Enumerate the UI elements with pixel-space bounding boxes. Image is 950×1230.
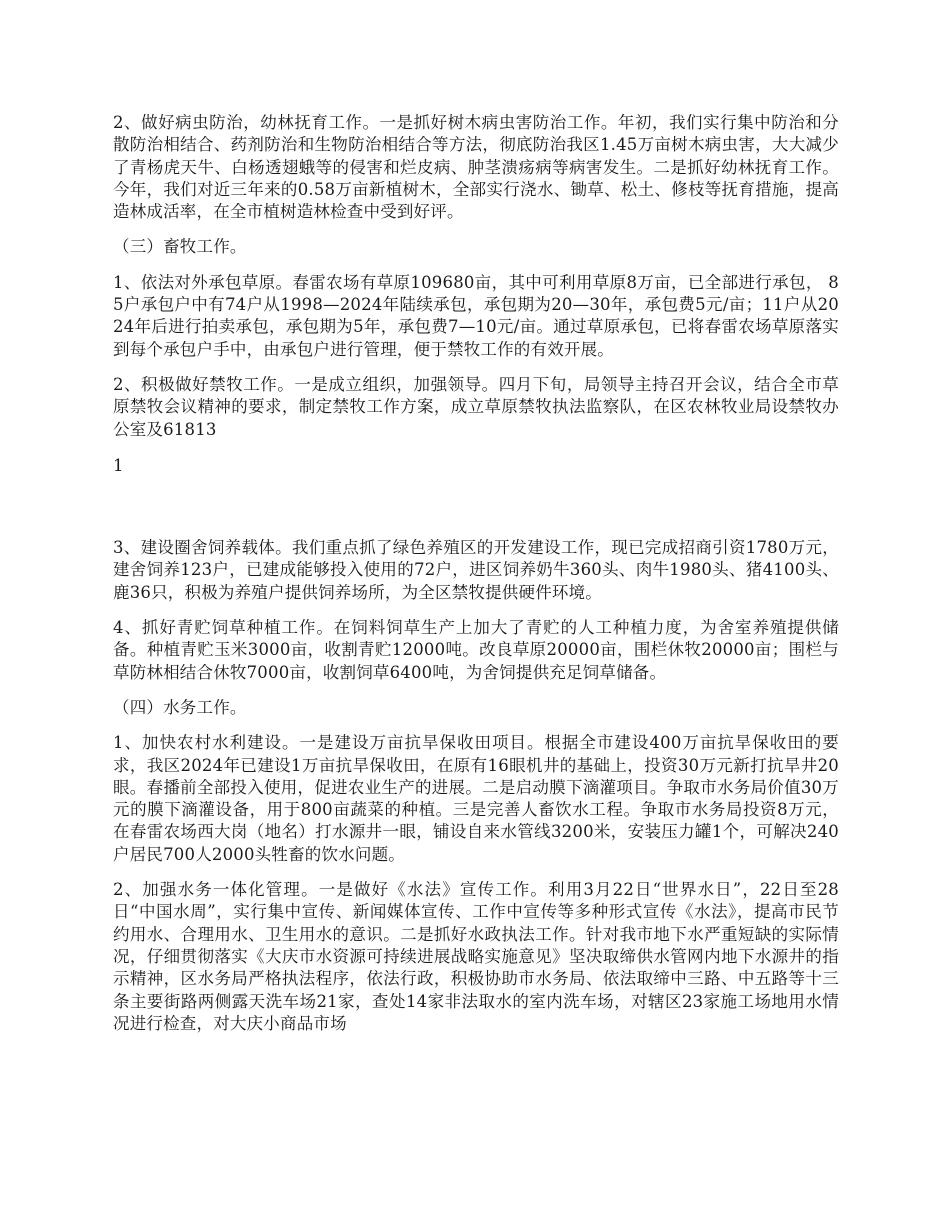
paragraph-barn-feeding: 3、建设圈舍饲养载体。我们重点抓了绿色养殖区的开发建设工作，现已完成招商引资1780万元，建舍饲养123户，已建成能够投入使用的72户，进区饲养奶牛360头、肉牛1980头、猪4100头、鹿36只，积极为养殖户提供饲养场所，为全区禁牧提供硬件环境。 — [113, 538, 839, 602]
paragraph-rural-water: 1、加快农村水利建设。一是建设万亩抗旱保收田项目。根据全市建设400万亩抗旱保收田的要求，我区2024年已建设1万亩抗旱保收田，在原有16眼机井的基础上，投资30万元新打抗旱井20眼。春播前全部投入使用，促进农业生产的进展。二是启动膜下滴灌项目。争取市水务局价值30万元的膜下滴灌设备，用于800亩蔬菜的种植。三是完善人畜饮水工程。争取市水务局投资8万元，在春雷农场西大岗（地名）打水源井一眼，铺设自来水管线3200米，安装压力罐1个，可解决240户居民700人2000头牲畜的饮水问题。 — [113, 733, 839, 864]
page-number: 1 — [113, 455, 124, 475]
paragraph-silage-planting: 4、抓好青贮饲草种植工作。在饲料饲草生产上加大了青贮的人工种植力度，为舍室养殖提供储备。种植青贮玉米3000亩，收割青贮12000吨。改良草原20000亩，围栏休牧20000亩；围栏与草防林相结合休牧7000亩，收割饲草6400吨，为舍饲提供充足饲草储备。 — [113, 618, 839, 682]
paragraph-gap — [113, 684, 839, 697]
page-break — [113, 477, 839, 537]
paragraph-water-management: 2、加强水务一体化管理。一是做好《水法》宣传工作。利用3月22日“世界水日”，22日至28日“中国水周”，实行集中宣传、新闻媒体宣传、工作中宣传等多种形式宣传《水法》，提高市民节约用水、合理用水、卫生用水的意识。二是抓好水政执法工作。针对我市地下水严重短缺的实际情况，仔细贯彻落实《大庆市水资源可持续进展战略实施意见》坚决取缔供水管网内地下水源井的指示精神，区水务局严格执法程序，依法行政，积极协助市水务局、依法取缔中三路、中五路等十三条主要街路两侧露天洗车场21家，查处14家非法取水的室内洗车场，对辖区23家施工场地用水情况进行检查，对大庆小商品市场 — [113, 880, 839, 1033]
paragraph-gap — [113, 866, 839, 879]
paragraph-gap — [113, 361, 839, 374]
paragraph-gap — [113, 441, 839, 455]
section-heading-water: （四）水务工作。 — [113, 697, 247, 717]
paragraph-gap — [113, 604, 839, 617]
paragraph-grassland-contract: 1、依法对外承包草原。春雷农场有草原109680亩，其中可利用草原8万亩，已全部进行承包， 85户承包户中有74户从1998—2024年陆续承包，承包期为20—30年，承包费5元/亩；11户从2024年后进行拍卖承包，承包期为5年，承包费7—10元/亩。通过草原承包，已将春雷农场草原落实到每个承包户手中，由承包户进行管理，便于禁牧工作的有效开展。 — [113, 272, 839, 359]
section-heading-livestock: （三）畜牧工作。 — [113, 237, 247, 257]
paragraph-grazing-ban: 2、积极做好禁牧工作。一是成立组织，加强领导。四月下旬，局领导主持召开会议，结合全市草原禁牧会议精神的要求，制定禁牧工作方案，成立草原禁牧执法监察队，在区农林牧业局设禁牧办公室及61813 — [113, 374, 839, 439]
paragraph-gap — [113, 259, 839, 272]
paragraph-gap — [113, 719, 839, 732]
paragraph-pest-control: 2、做好病虫防治，幼林抚育工作。一是抓好树木病虫害防治工作。年初，我们实行集中防治和分散防治相结合、药剂防治和生物防治相结合等方法，彻底防治我区1.45万亩树木病虫害，大大减少了青杨虎天牛、白杨透翅蛾等的侵害和烂皮病、肿茎溃疡病等病害发生。二是抓好幼林抚育工作。今年，我们对近三年来的0.58万亩新植树木，全部实行浇水、锄草、松土、修枝等抚育措施，提高造林成活率，在全市植树造林检查中受到好评。 — [113, 113, 839, 222]
document-page — [113, 112, 839, 1035]
paragraph-gap — [113, 223, 839, 236]
